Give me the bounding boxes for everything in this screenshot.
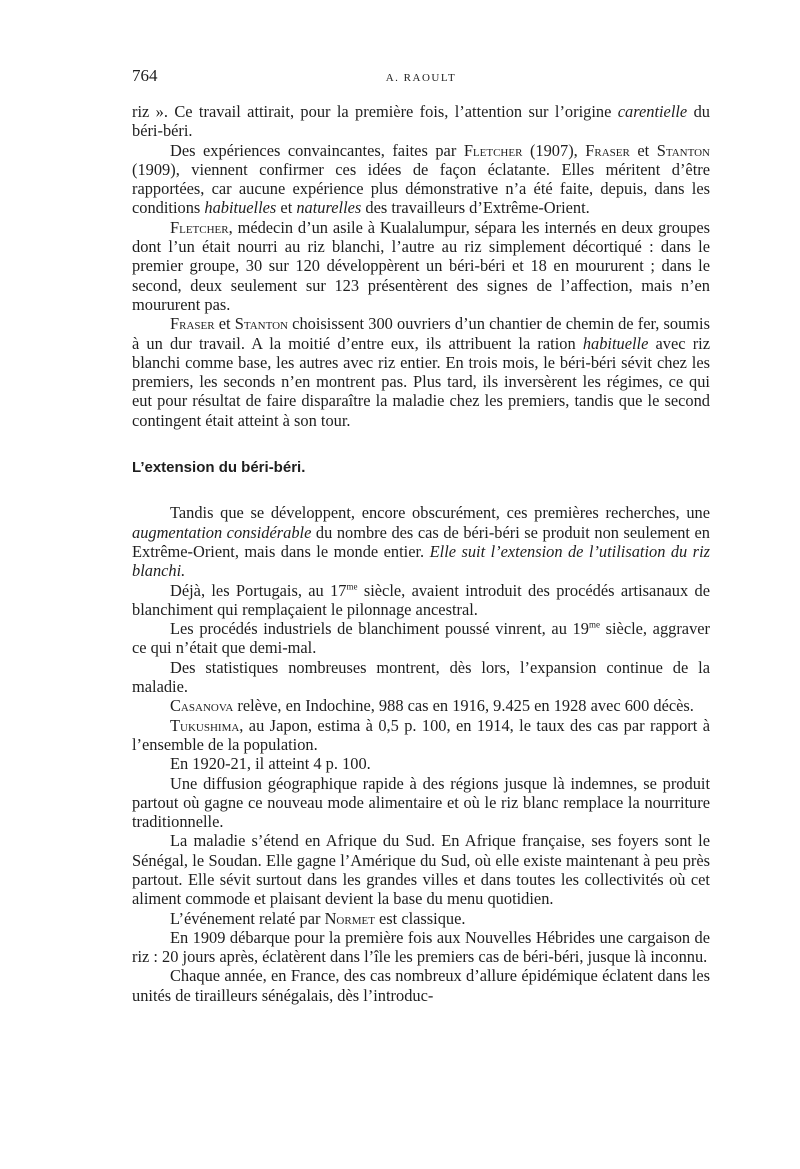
paragraph: En 1920-21, il atteint 4 p. 100. [170,754,371,774]
paragraph: Chaque année, en France, des cas nombreux d’allure épidémique éclatent dans les unités de tirailleurs sénégalais, dès l’introduc- [132,966,710,1005]
paragraph: Les procédés industriels de blanchiment poussé vinrent, au $19^{me}$ siècle, aggraver ce qui n’était que demi-mal. [132,619,711,658]
author-name: Casanova [170,696,234,716]
paragraph: Fraser et Stanton choisissent 300 ouvriers d’un chantier de chemin de fer, soumis à un dur travail. A la moitié d’entre eux, ils attribuent la ration habituelle avec riz blanchi comme base, les autres avec riz entier. En trois mois, le béri-béri sévit chez les premiers, les seconds n’en montrent pas. Plus tard, ils inversèrent les régimes, ce qui eut pour résultat de faire disparaître la maladie chez les premiers, tandis que le second contingent était atteint à son tour. [132,314,710,430]
paragraph: L’événement relaté par Normet est classique. [170,908,466,928]
page-number: 764 [132,66,158,85]
book-page [132,66,710,1005]
paragraph: Des statistiques nombreuses montrent, dès lors, l’expansion continue de la maladie. [132,657,710,697]
author-name: Normet [324,908,375,928]
author-name: Fraser [170,314,215,334]
paragraph: Déjà, les Portugais, au $17^{me}$ siècle, avaient introduit des procédés artisanaux de blanchiment qui remplaçaient le pilonnage ancestral. [132,580,710,619]
paragraph: Fletcher, médecin d’un asile à Kualalumpur, sépara les internés en deux groupes dont l’un était nourri au riz blanchi, l’autre au riz simplement décortiqué : dans le premier groupe, 30 sur 120 développèrent un béri-béri et 18 en moururent ; dans le second, deux seulement sur 123 présentèrent des signes de l’affection, mais n’en moururent pas. [132,217,710,314]
paragraph: Tandis que se développent, encore obscurément, ces premières recherches, une augmentation considérable du nombre des cas de béri-béri se produit non seulement en Extrême-Orient, mais dans le monde entier. Elle suit l’extension de l’utilisation du riz blanchi. [132,503,710,581]
paragraph: Une diffusion géographique rapide à des régions jusque là indemnes, se produit partout où gagne ce nouveau mode alimentaire et où le riz blanc remplace la nourriture traditionnelle. [132,773,710,832]
paragraph: La maladie s’étend en Afrique du Sud. En Afrique française, ses foyers sont le Sénégal, le Soudan. Elle gagne l’Amérique du Sud, où elle existe maintenant à peu près partout. Elle sévit surtout dans les grandes villes et dans toutes les collectivités où cet aliment commode et plaisant devient la base du menu quotidien. [132,831,710,909]
paragraph: En 1909 débarque pour la première fois aux Nouvelles Hébrides une cargaison de riz : 20 jours après, éclatèrent dans l’île les premiers cas de béri-béri, jusque là inconnu. [132,927,710,967]
paragraph: riz ». Ce travail attirait, pour la première fois, l’attention sur l’origine carentielle du béri-béri. [132,102,710,141]
author-name: Fraser [585,140,630,160]
author-name: Tukushima [170,715,240,735]
paragraph: Des expériences convaincantes, faites par Fletcher (1907), Fraser et Stanton (1909), viennent confirmer ces idées de façon éclatante. Elles méritent d’être rapportées, car aucune expérience plus démonstrative n’a été faite, depuis, dans les conditions habituelles et naturelles des travailleurs d’Extrême-Orient. [132,140,710,218]
author-name: Fletcher [170,217,229,237]
author-name: Stanton [656,140,710,160]
page-header [132,66,710,88]
section-heading: L’extension du béri-béri. [132,459,306,477]
author-name: Fletcher [463,140,523,160]
paragraph: Casanova relève, en Indochine, 988 cas en 1916, 9.425 en 1928 avec 600 décès. [170,696,694,716]
running-title: A. RAOULT [385,72,457,84]
author-name: Stanton [234,314,288,334]
paragraph: Tukushima, au Japon, estima à 0,5 p. 100, en 1914, le taux des cas par rapport à l’ensemble de la population. [132,715,710,754]
